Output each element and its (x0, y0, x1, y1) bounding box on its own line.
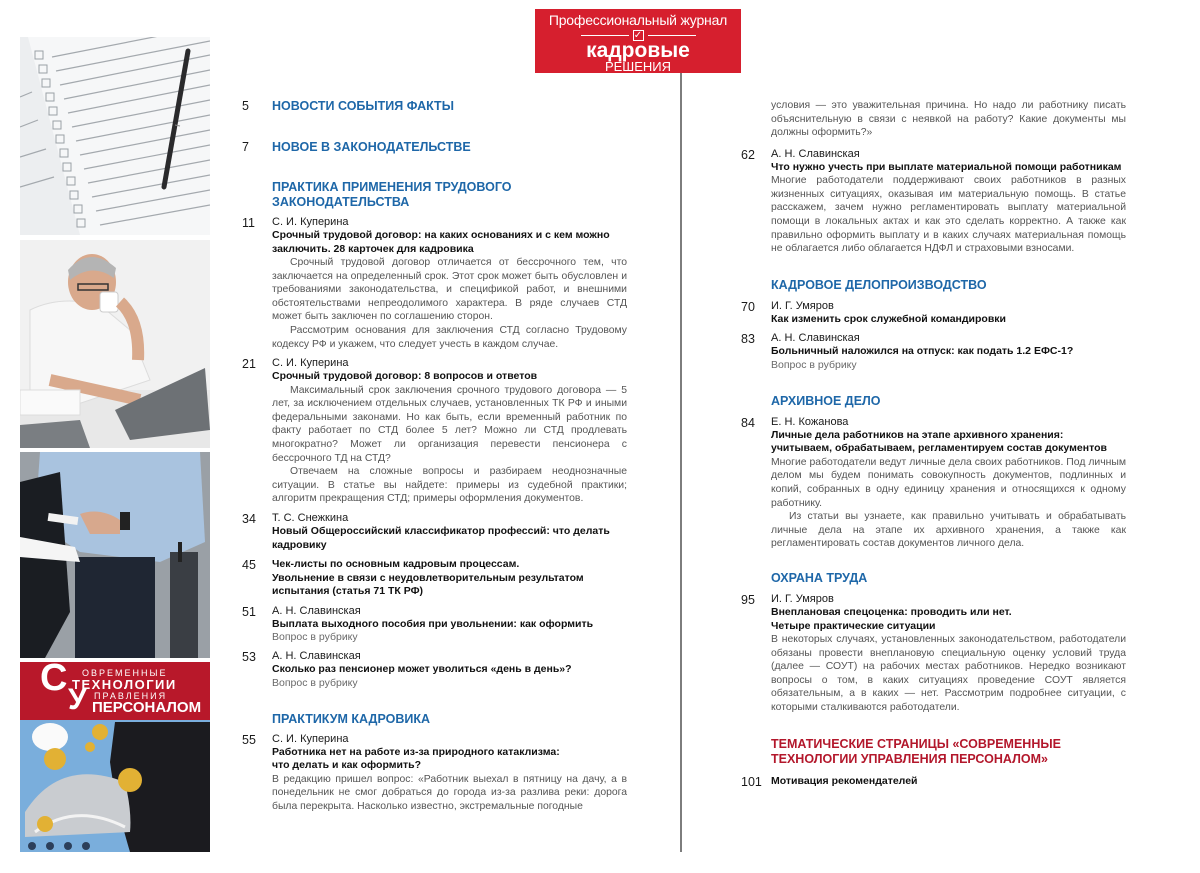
rubric-label: Вопрос в рубрику (771, 358, 857, 371)
article-description (272, 256, 627, 351)
author: С. И. Куперина (272, 357, 349, 370)
toc-entry-53[interactable] (242, 650, 627, 690)
toc-entry-21[interactable] (242, 357, 627, 506)
journal-masthead (535, 9, 741, 73)
toc-right-column (741, 99, 1126, 795)
article-title: Выплата выходного пособия при увольнении: как оформить (272, 617, 594, 630)
author: А. Н. Славинская (771, 147, 860, 160)
photo-man-with-coffee (20, 240, 210, 448)
article-description-continuation: условия — это уважительная причина. Но надо ли работнику писать объяснительную в связи с неявкой на работу? Какие документы мы должны оформить?» (771, 100, 1126, 139)
section-heading-line: ПРАКТИКА ПРИМЕНЕНИЯ ТРУДОВОГО (272, 180, 512, 194)
author: А. Н. Славинская (272, 650, 361, 662)
section-heading-practice (272, 180, 627, 210)
masthead-rule-right (648, 35, 696, 36)
page-number: 55 (242, 732, 256, 747)
article-title-line2: Четыре практические ситуации (771, 619, 936, 632)
toc-section-law[interactable] (242, 140, 627, 155)
article-title: Внеплановая спецоценка: проводить или нет. (771, 606, 1012, 618)
masthead-subtitle: Профессиональный журнал (548, 12, 728, 28)
checkbox-icon: ✓ (633, 29, 643, 41)
description-paragraph: Отвечаем на сложные вопросы и разбираем неоднозначные ситуации. В статье вы найдете: примеры из судебной практики; алгоритм прекращения СТД; примеры оформления документов. (272, 466, 627, 505)
article-title: Новый Общероссийский классификатор профессий: что делать кадровику (272, 525, 610, 551)
article-title: Срочный трудовой договор: 8 вопросов и ответов (272, 370, 538, 383)
toc-entry-51[interactable] (242, 605, 627, 645)
cover-logo (20, 662, 210, 720)
description-paragraph: Из статьи вы узнаете, как правильно учитывать и обрабатывать личные дела на этапе их архивного хранения, а также как регламентировать состав документов личного дела. (771, 511, 1126, 550)
description-paragraph: Многие работодатели ведут личные дела своих работников. Под личным делом мы будем понимать совокупность документов, подлинных и копий, собранных в одну единицу хранения и относящихся к одному работнику. (771, 456, 1126, 509)
toc-section-news[interactable] (242, 99, 627, 114)
rubric-label: Вопрос в рубрику (272, 631, 358, 643)
page-number: 62 (741, 147, 755, 162)
page-number: 84 (741, 415, 755, 430)
toc-entry-34[interactable] (242, 512, 627, 552)
page-number: 51 (242, 604, 256, 619)
page-number: 45 (242, 558, 256, 572)
toc-entry-70[interactable] (741, 300, 1126, 327)
description-paragraph: Максимальный срок заключения срочного трудового договора — 5 лет, за исключением отдельных случаев, установленных ТК РФ и иными федеральными законами. Но как быть, если временный работник по факту работает по СТД более 5 лет? Можно ли СТД продлевать многократно? Может ли организация перевести пенсионера с бессрочного ТД на СТД? (272, 384, 627, 464)
cover-logo-line4: ПЕРСОНАЛОМ (92, 699, 202, 716)
page-number: 83 (741, 332, 755, 347)
column-divider (680, 73, 682, 852)
section-heading: НОВОСТИ СОБЫТИЯ ФАКТЫ (272, 99, 454, 113)
article-title: Как изменить срок служебной командировки (771, 312, 1006, 325)
toc-entry-83[interactable] (741, 332, 1126, 372)
article-description (771, 456, 1126, 551)
toc-entry-11[interactable] (242, 216, 627, 351)
toc-entry-55[interactable] (242, 733, 627, 814)
page-number: 53 (242, 650, 256, 664)
toc-entry-95[interactable] (741, 593, 1126, 715)
author: С. И. Куперина (272, 216, 349, 228)
toc-entry-45[interactable] (242, 558, 627, 599)
toc-entry-101[interactable] (741, 775, 1126, 789)
article-description: Многие работодатели поддерживают своих работников в разных жизненных ситуациях, оказывая им материальную помощь. В статье расскажем, зачем нужно регламентировать выплату материальной помощи в локальных актах и как это сделать корректно. А также как правильно оформить выплату и в каких случаях материальная помощь не облагается либо облагается НДФЛ и страховыми взносами. (771, 175, 1126, 255)
man-laptop-illustration (20, 240, 210, 448)
author: Е. Н. Кожанова (771, 415, 849, 428)
author: И. Г. Умяров (771, 299, 834, 312)
description-paragraph: Срочный трудовой договор отличается от бессрочного тем, что заключается на определенный срок. Этот срок может быть обусловлен и требованиями законодательства, и спецификой работ, и внешними обстоятельствами непреодолимого характера. В ряде случаев СТД может быть заключен по соглашению сторон. (272, 257, 627, 323)
page-number: 70 (741, 299, 755, 314)
article-title: Личные дела работников на этапе архивного хранения: учитываем, обрабатываем, регламентируем состав документов (771, 428, 1107, 455)
article-title-line2: что делать и как оформить? (272, 759, 421, 771)
masthead-title-sub: РЕШЕНИЯ (604, 59, 672, 74)
rubric-label: Вопрос в рубрику (272, 676, 358, 689)
author: И. Г. Умяров (771, 593, 834, 605)
article-description: В некоторых случаях, установленных законодательством, работодатели обязаны провести внеплановую специальную оценку условий труда (далее — СОУТ) на рабочих местах работников. Нередко возникают вопросы о том, в каких ситуациях проведение СОУТ является обязательным, а в каких — нет. Рассмотрим подробнее ситуации, с которыми сталкиваются работодатели. (771, 634, 1126, 713)
article-title: Мотивация рекомендателей (771, 774, 918, 787)
page-number: 11 (242, 216, 255, 230)
section-heading-thematic (771, 737, 1126, 767)
article-title: Сколько раз пенсионер может уволиться «день в день»? (272, 663, 572, 675)
cover-logo-line1: ОВРЕМЕННЫЕ (82, 668, 168, 678)
article-description (272, 384, 627, 506)
article-title: Больничный наложился на отпуск: как подать 1.2 ЕФС-1? (771, 345, 1074, 358)
section-heading-line: ЗАКОНОДАТЕЛЬСТВА (272, 195, 410, 209)
page-number: 21 (242, 357, 256, 372)
page-number: 7 (242, 140, 249, 154)
section-heading-line: ТЕХНОЛОГИИ УПРАВЛЕНИЯ ПЕРСОНАЛОМ» (771, 751, 1048, 766)
article-title: Чек-листы по основным кадровым процессам. (272, 558, 520, 570)
author: Т. С. Снежкина (272, 512, 349, 524)
page-number: 101 (741, 774, 762, 789)
cover-logo-line3: ПРАВЛЕНИЯ (94, 691, 168, 701)
page-number: 95 (741, 593, 755, 607)
masthead-title: кадровые (586, 39, 690, 62)
section-heading-archive: АРХИВНОЕ ДЕЛО (771, 393, 881, 408)
toc-entry-62[interactable] (741, 148, 1126, 256)
cover-logo-line2: ТЕХНОЛОГИИ (72, 677, 177, 692)
section-heading-workshop: ПРАКТИКУМ КАДРОВИКА (272, 711, 431, 726)
article-description: В редакцию пришел вопрос: «Работник выехал в пятницу на дачу, а в понедельник не смог добраться до города из-за разлива реки: дорога была перекрыта. Насколько известно, экстремальные погодные (272, 773, 627, 812)
section-heading-line: ТЕМАТИЧЕСКИЕ СТРАНИЦЫ «СОВРЕМЕННЫЕ (771, 736, 1061, 751)
page-number: 5 (242, 99, 249, 113)
notebook-illustration (20, 37, 210, 235)
photo-notebook-with-pen (20, 37, 210, 235)
article-subtitle: Увольнение в связи с неудовлетворительным результатом испытания (статья 71 ТК РФ) (272, 571, 584, 597)
toc-left-column (242, 99, 627, 819)
article-title: Что нужно учесть при выплате материальной помощи работникам (771, 160, 1122, 173)
author: А. Н. Славинская (272, 604, 361, 617)
article-title: Срочный трудовой договор: на каких основаниях и с кем можно заключить. 28 карточек для кадровика (272, 229, 610, 255)
toc-entry-84[interactable] (741, 416, 1126, 551)
section-heading-safety: ОХРАНА ТРУДА (771, 571, 868, 585)
section-heading-records: КАДРОВОЕ ДЕЛОПРОИЗВОДСТВО (771, 277, 987, 292)
masthead-rule-left (581, 35, 629, 36)
traveler-illustration (20, 452, 210, 658)
photo-cover-modern-technologies (20, 662, 210, 852)
cover-logo-big-u: У (68, 683, 87, 716)
author: А. Н. Славинская (771, 332, 860, 345)
cover-logo-big-c: С (40, 662, 68, 699)
author: С. И. Куперина (272, 732, 349, 745)
description-paragraph: Рассмотрим основания для заключения СТД согласно Трудовому кодексу РФ и укажем, что следует учесть в каждом случае. (272, 324, 627, 350)
photo-traveler-with-phone (20, 452, 210, 658)
article-title: Работника нет на работе из-за природного катаклизма: (272, 745, 560, 758)
section-heading: НОВОЕ В ЗАКОНОДАТЕЛЬСТВЕ (272, 140, 471, 154)
page-number: 34 (242, 512, 256, 526)
